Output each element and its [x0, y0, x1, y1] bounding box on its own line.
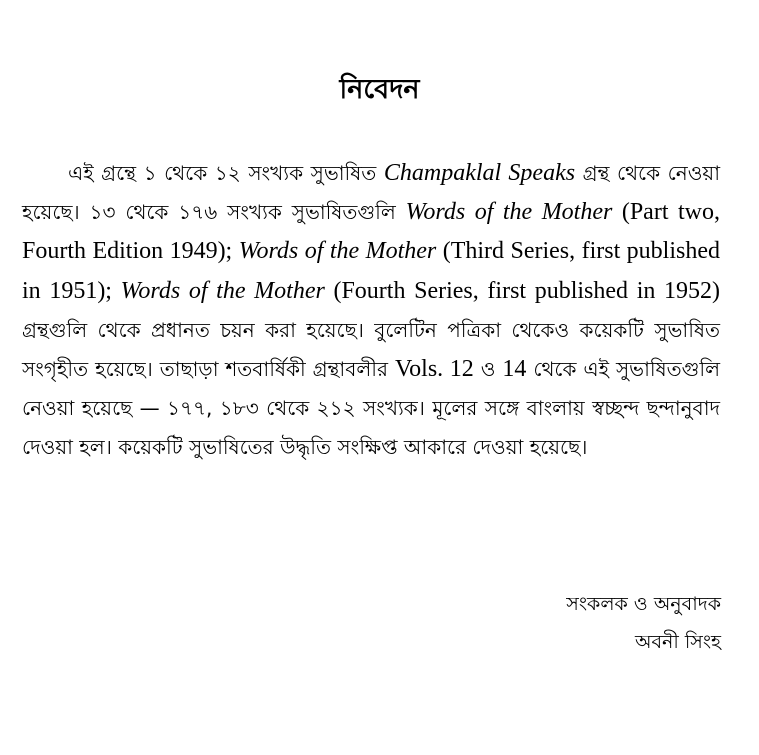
text-segment-bengali: থেকে এই সুভাষিতগুলি নেওয়া হয়েছে — ১৭৭, ১৮৩ থেকে ২১২ সংখ্যক। মূলের সঙ্গে বাংলায় স্বচ্ছন্দ ছন্দানুবাদ দেওয়া হল। কয়েকটি সুভাষিতের উদ্ধৃতি সংক্ষিপ্ত আকারে দেওয়া হয়েছে।	[22, 357, 721, 460]
book-title-words-of-the-mother: Words of the Mother	[120, 277, 325, 304]
book-title-words-of-the-mother: Words of the Mother	[405, 199, 613, 226]
text-segment-bengali: গ্রন্থ থেকে নেওয়া হয়েছে। ১৩ থেকে ১৭৬ সংখ্যক সুভাষিতগুলি	[22, 161, 720, 225]
edition-note: (Part two, Fourth Edition 1949);	[22, 199, 720, 265]
text-segment-bengali: এই গ্রন্থে ১ থেকে ১২ সংখ্যক সুভাষিত	[68, 161, 384, 185]
book-title-words-of-the-mother: Words of the Mother	[238, 238, 437, 265]
edition-note: (Fourth Series, first published in 1952)	[324, 277, 721, 304]
text-segment-bengali: ও	[473, 357, 503, 382]
volume-reference: Vols. 12	[394, 356, 474, 383]
edition-note: (Third Series, first published in 1951);	[22, 238, 721, 304]
page-title: নিবেদন	[339, 74, 420, 105]
signature-role: সংকলক ও অনুবাদক	[566, 593, 721, 615]
preface-paragraph	[22, 154, 720, 468]
signature-name: অবনী সিংহ	[635, 631, 721, 653]
volume-reference: 14	[502, 356, 527, 383]
text-segment-bengali: গ্রন্থগুলি থেকে প্রধানত চয়ন করা হয়েছে। বুলেটিন পত্রিকা থেকেও কয়েকটি সুভাষিত সংগৃহীত হয়েছে। তাছাড়া শতবার্ষিকী গ্রন্থাবলীর	[22, 317, 720, 382]
book-title-champaklal-speaks: Champaklal Speaks	[383, 160, 576, 186]
